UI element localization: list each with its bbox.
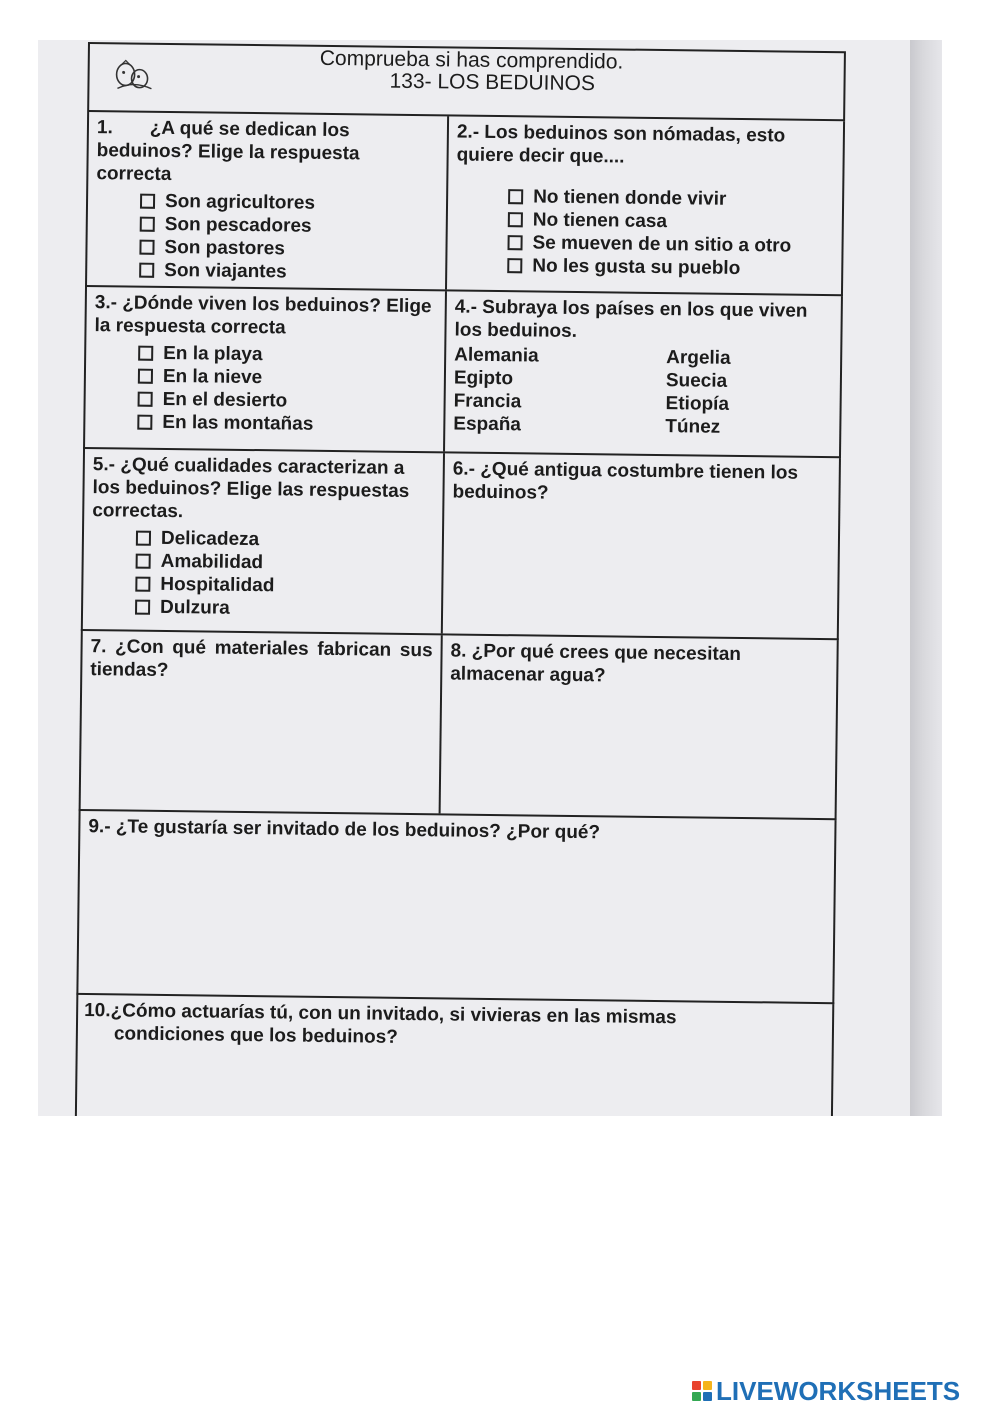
checkbox[interactable] (138, 346, 153, 361)
worksheet-form (75, 42, 846, 1116)
option-label: Son viajantes (164, 259, 287, 283)
option-label: Hospitalidad (160, 573, 275, 597)
questions-row-3 (81, 449, 841, 640)
question-10-line-2: condiciones que los beduinos? (113, 1023, 398, 1048)
worksheet-paper (38, 40, 913, 1116)
question-2-options (507, 185, 834, 281)
checkbox[interactable] (136, 531, 151, 546)
question-10[interactable] (77, 995, 833, 1116)
country[interactable]: Suecia (665, 370, 728, 392)
checkbox[interactable] (139, 240, 154, 255)
option-label: Delicadeza (160, 527, 260, 551)
option-label: No les gusta su pueblo (532, 255, 741, 279)
checkbox[interactable] (136, 554, 151, 569)
questions-row-5 (76, 811, 836, 1004)
question-8[interactable] (441, 635, 837, 818)
worksheet-heading: Comprueba si has comprendido. (319, 46, 624, 74)
question-9[interactable] (78, 811, 834, 1002)
checkbox[interactable] (138, 369, 153, 384)
worksheet-header (87, 42, 846, 121)
question-4 (445, 291, 841, 456)
question-6[interactable] (443, 453, 839, 638)
option-label: En la nieve (162, 365, 263, 389)
country[interactable]: Francia (453, 390, 522, 413)
question-9-text: 9.- ¿Te gustaría ser invitado de los beduinos? ¿Por qué? (88, 816, 601, 844)
liveworksheets-logo-icon (692, 1381, 712, 1401)
question-1-options (139, 190, 438, 286)
country[interactable]: Egipto (453, 367, 514, 390)
questions-row-1 (85, 112, 845, 296)
paper-edge-shadow (910, 40, 942, 1116)
question-5 (83, 449, 445, 633)
option-label: En el desierto (162, 388, 288, 412)
questions-row-4 (79, 631, 839, 820)
option-label: Son pastores (164, 236, 285, 260)
checkbox[interactable] (135, 577, 150, 592)
checkbox[interactable] (508, 212, 523, 227)
question-2 (447, 116, 843, 294)
question-1-number: 1. (96, 117, 113, 139)
checkbox[interactable] (139, 263, 154, 278)
question-8-text: 8. ¿Por qué crees que necesitan almacenar agua? (450, 640, 742, 687)
checkbox[interactable] (135, 600, 150, 615)
option[interactable] (507, 254, 833, 281)
checkbox[interactable] (508, 189, 523, 204)
option-label: En las montañas (162, 411, 314, 435)
question-7[interactable] (81, 631, 443, 813)
country-list (453, 343, 832, 440)
option-label: No tienen donde vivir (533, 186, 727, 210)
checkbox[interactable] (507, 235, 522, 250)
question-6-text: 6.- ¿Qué antigua costumbre tienen los beduinos? (452, 458, 799, 504)
questions-row-6 (75, 995, 835, 1116)
question-1 (87, 112, 449, 289)
liveworksheets-footer[interactable] (692, 1376, 960, 1406)
option-label: En la playa (163, 342, 263, 366)
checkbox[interactable] (507, 258, 522, 273)
liveworksheets-brand: LIVEWORKSHEETS (716, 1375, 961, 1406)
country[interactable]: Etiopía (665, 393, 730, 415)
country[interactable]: Túnez (665, 416, 721, 438)
question-4-text: 4.- Subraya los países en los que viven los beduinos. (454, 296, 808, 342)
question-10-line-1: 10.¿Cómo actuarías tú, con un invitado, si vivieras en las mismas (84, 1000, 677, 1029)
school-logo-icon (111, 58, 155, 95)
option-label: Se mueven de un sitio a otro (532, 232, 792, 257)
questions-row-2 (83, 287, 843, 458)
option-label: No tienen casa (532, 209, 668, 233)
option[interactable] (137, 411, 435, 438)
worksheet-title: 133- LOS BEDUINOS (389, 69, 596, 96)
question-3 (85, 287, 447, 451)
question-2-text: 2.- Los beduinos son nómadas, esto quiere decir que.... (456, 121, 786, 168)
question-7-text: 7. ¿Con qué materiales fabrican sus tiendas? (90, 636, 433, 682)
country[interactable]: Alemania (454, 344, 539, 367)
option[interactable] (139, 259, 437, 286)
country[interactable]: Argelia (666, 347, 731, 369)
question-3-text: 3.- ¿Dónde viven los beduinos? Elige la respuesta correcta (94, 292, 432, 339)
option-label: Son agricultores (164, 190, 316, 214)
option[interactable] (135, 596, 433, 623)
checkbox[interactable] (140, 194, 155, 209)
checkbox[interactable] (137, 415, 152, 430)
scanned-photo (38, 40, 942, 1116)
question-5-options (135, 527, 434, 623)
option-label: Amabilidad (160, 550, 264, 574)
question-3-options (137, 342, 436, 438)
option-label: Son pescadores (164, 213, 312, 237)
country[interactable]: España (453, 413, 522, 436)
checkbox[interactable] (140, 217, 155, 232)
question-5-text: 5.- ¿Qué cualidades caracterizan a los beduinos? Elige las respuestas correctas. (92, 454, 410, 523)
question-1-prompt: ¿A qué se dedican los beduinos? Elige la respuesta correcta (96, 117, 360, 186)
question-1-text (96, 116, 439, 189)
option-label: Dulzura (159, 596, 230, 619)
checkbox[interactable] (138, 392, 153, 407)
